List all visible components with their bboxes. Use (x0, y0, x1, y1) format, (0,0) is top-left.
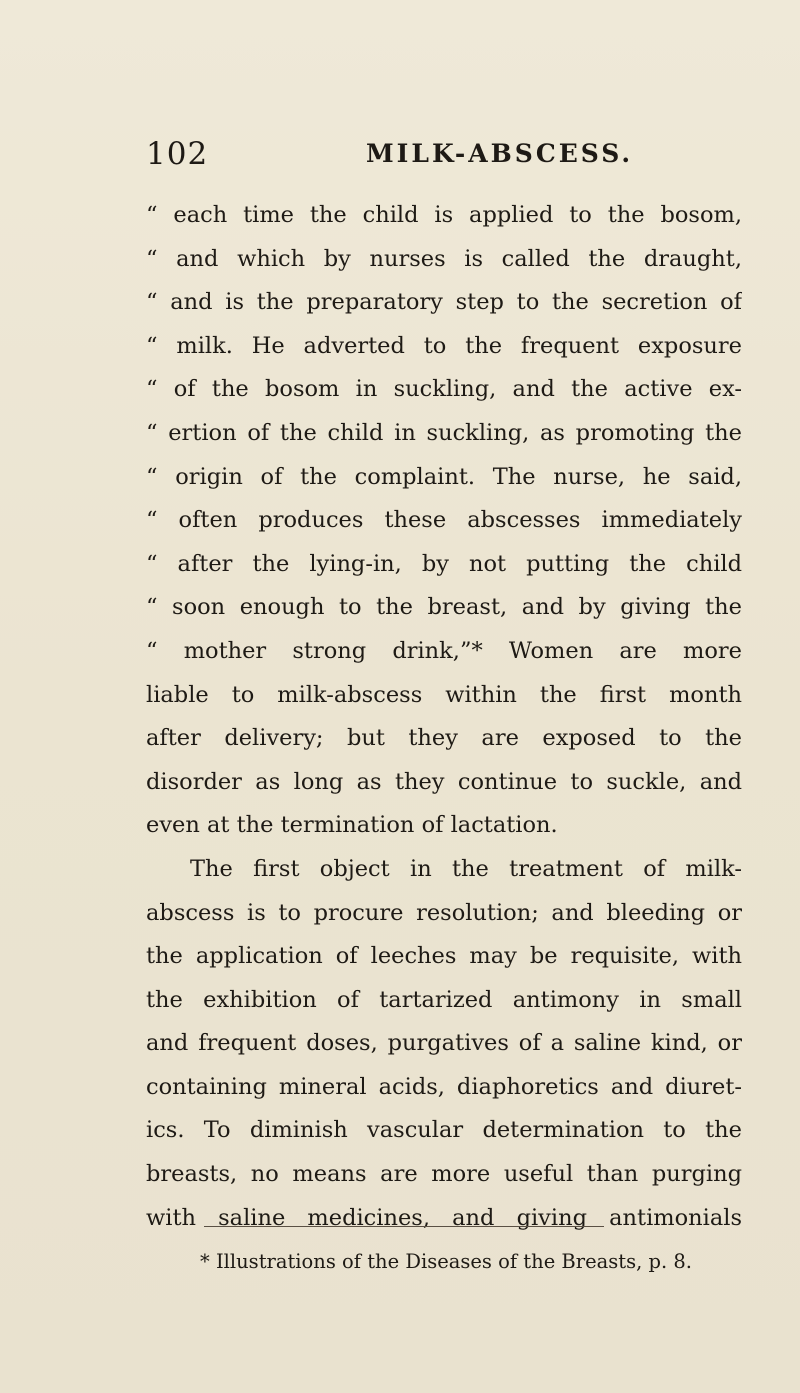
page-number: 102 (146, 136, 209, 172)
text-line: and frequent doses, purgatives of a saline kind, or (146, 1030, 742, 1057)
text-line: ics. To diminish vascular determination to the (146, 1117, 742, 1144)
text-line: after delivery; but they are exposed to the (146, 725, 742, 752)
text-line: the exhibition of tartarized antimony in small (146, 986, 742, 1013)
body-text (146, 194, 742, 1240)
footnote: * Illustrations of the Diseases of the Breasts, p. 8. (200, 1250, 692, 1273)
text-line: containing mineral acids, diaphoretics and diuret- (146, 1073, 742, 1100)
text-line: liable to milk-abscess within the first month (146, 681, 742, 708)
text-line: “ soon enough to the breast, and by giving the (146, 594, 742, 621)
text-line: “ of the bosom in suckling, and the active ex- (146, 376, 742, 403)
text-line: “ often produces these abscesses immediately (146, 507, 742, 534)
running-head: MILK-ABSCESS. (366, 139, 634, 168)
text-line: “ after the lying-in, by not putting the child (146, 550, 742, 577)
text-line: breasts, no means are more useful than purging (146, 1161, 742, 1188)
text-line: the application of leeches may be requisite, with (146, 943, 742, 970)
text-line: “ and which by nurses is called the draught, (146, 245, 742, 272)
text-line: “ ertion of the child in suckling, as promoting the (146, 419, 742, 446)
text-line: “ mother strong drink,”* Women are more (146, 637, 742, 664)
paragraph-start-line: The first object in the treatment of milk- (190, 855, 742, 882)
text-line: “ each time the child is applied to the bosom, (146, 202, 742, 228)
text-line: with saline medicines, and giving antimonials (146, 1204, 742, 1231)
text-line: abscess is to procure resolution; and bleeding or (146, 899, 742, 926)
text-line: “ origin of the complaint. The nurse, he said, (146, 463, 742, 490)
text-line: even at the termination of lactation. (146, 812, 558, 839)
text-line: “ milk. He adverted to the frequent exposure (146, 332, 742, 359)
page-header (146, 132, 746, 176)
text-line: disorder as long as they continue to suckle, and (146, 768, 742, 795)
footnote-rule (204, 1226, 604, 1227)
text-line: “ and is the preparatory step to the secretion of (146, 289, 742, 316)
